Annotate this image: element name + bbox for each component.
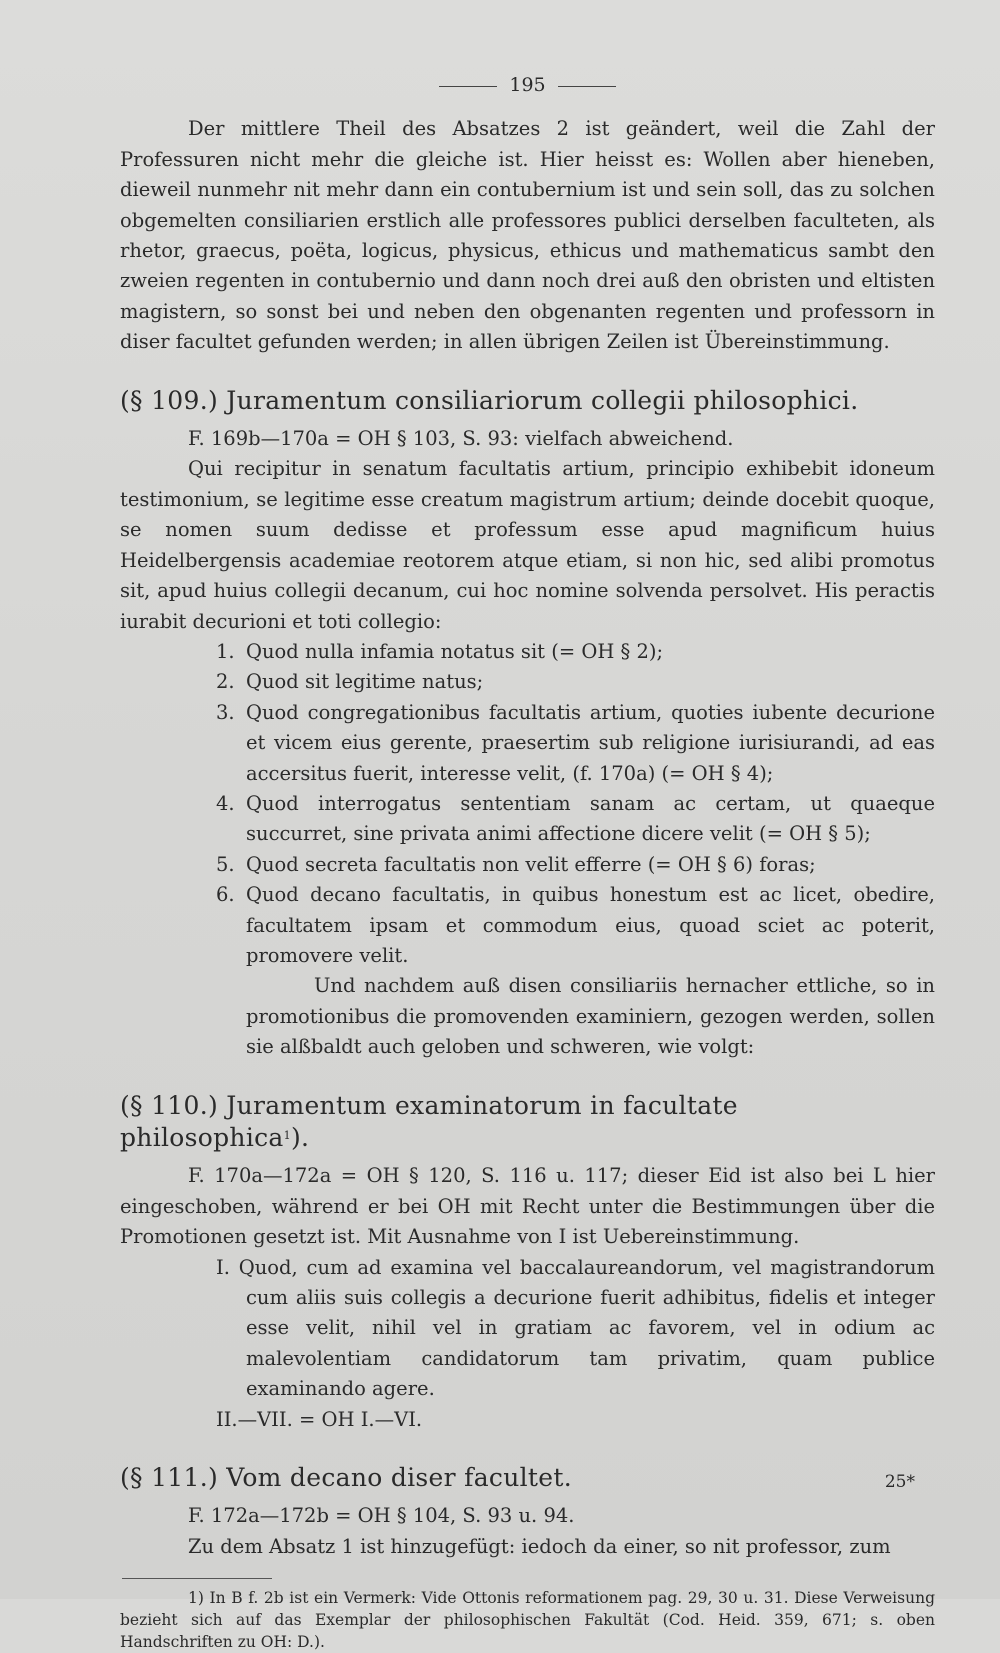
section-109-ref: F. 169b—170a = OH § 103, S. 93: vielfach abweichend. [188, 427, 734, 451]
oath-item-number: 3. [216, 700, 235, 724]
dash-right [558, 86, 616, 87]
oath-item-number: 1. [216, 639, 235, 663]
section-110-heading-end: ). [290, 1123, 310, 1152]
oath-item [216, 667, 935, 697]
roman-item: I. Quod, cum ad examina vel baccalaureandorum, vel magistrandorum cum aliis suis collegis a decurione fuerit adhibitus, fidelis et integer esse velit, nihil vel in gratiam ac favorem, vel in odium ac malevolentiam candidatorum tam privatim, quam publice examinando agere. [216, 1255, 935, 1401]
oath-item-text: Quod sit legitime natus; [246, 670, 484, 694]
roman-list [120, 1253, 935, 1435]
page-number-line [120, 70, 935, 100]
oath-item [216, 637, 935, 667]
page-number: 195 [509, 74, 546, 96]
oath-item-text: Quod nulla infamia notatus sit (= OH § 2); [246, 639, 664, 663]
oath-item-text: Quod decano facultatis, in quibus honestum est ac licet, obedire, facultatem ipsam et commodum eius, quoad sciet ac poterit, promovere velit. [246, 883, 935, 967]
section-110-heading-text: (§ 110.) Juramentum examinatorum in facultate philosophica [120, 1090, 738, 1152]
oath-item-text: Quod interrogatus sententiam sanam ac certam, ut quaeque succurret, sine privata animi affectione dicere velit (= OH § 5); [246, 791, 935, 846]
oath-list [120, 637, 935, 971]
section-109-closing: Und nachdem auß disen consiliariis hernacher ettliche, so in promotionibus die promovenden examiniern, gezogen werden, sollen sie alßbaldt auch geloben und schweren, wie volgt: [246, 974, 935, 1059]
section-109-heading: (§ 109.) Juramentum consiliariorum collegii philosophici. [120, 385, 859, 415]
oath-item-number: 4. [216, 791, 235, 815]
oath-item [216, 880, 935, 971]
oath-item-text: Quod congregationibus facultatis artium, quoties iubente decurione et vicem eius gerente, praesertim sub religione iurisiurandi, ad eas accersitus fuerit, interesse velit, (f. 170a) (= OH § 4); [246, 700, 935, 785]
footnote: 1) In B f. 2b ist ein Vermerk: Vide Ottonis reformationem pag. 29, 30 u. 31. Diese Verweisung bezieht sich auf das Exemplar der philosophischen Fakultät (Cod. Heid. 359, 671; s. oben Handschriften zu OH: D.). [120, 1589, 935, 1652]
section-109-body: Qui recipitur in senatum facultatis artium, principio exhibebit idoneum testimonium, se legitime esse creatum magistrum artium; deinde docebit quoque, se nomen suum dedisse et professum esse apud magnificum huius Heidelbergensis academiae reotorem atque etiam, si non hic, sed alibi promotus sit, apud huius collegii decanum, cui hoc nomine solvenda persolvet. His peractis iurabit decurioni et toti collegio: [120, 457, 935, 633]
section-111-heading: (§ 111.) Vom decano diser facultet. [120, 1463, 572, 1493]
oath-item [216, 698, 935, 789]
signature-mark: 25* [884, 1472, 915, 1492]
page-text [120, 70, 935, 1653]
section-110-ref: F. 170a—172a = OH § 120, S. 116 u. 117; dieser Eid ist also bei L hier eingeschoben, während er bei OH mit Recht unter die Bestimmungen über die Promotionen gesetzt ist. Mit Ausnahme von I ist Uebereinstimmung. [120, 1164, 935, 1249]
oath-item-text: Quod secreta facultatis non velit efferre (= OH § 6) foras; [246, 852, 816, 876]
oath-item [216, 789, 935, 850]
dash-left [439, 86, 497, 87]
roman-item: II.—VII. = OH I.—VI. [216, 1407, 423, 1431]
footnote-rule [122, 1578, 272, 1579]
oath-item-number: 5. [216, 852, 235, 876]
section-110-heading [120, 1091, 935, 1154]
section-111-ref: F. 172a—172b = OH § 104, S. 93 u. 94. [188, 1504, 575, 1528]
intro-paragraph: Der mittlere Theil des Absatzes 2 ist geändert, weil die Zahl der Professuren nicht mehr die gleiche ist. Hier heisst es: Wollen aber hieneben, dieweil nunmehr nit mehr dann ein contubernium ist und sein soll, das zu solchen obgemelten consiliarien erstlich alle professores publici derselben faculteten, als rhetor, graecus, poëta, logicus, physicus, ethicus und mathematicus sambt den zweien regenten in contubernio und dann noch drei auß den obristen und eltisten magistern, so sonst bei und neben den obgenanten regenten und professorn in diser facultet gefunden werden; in allen übrigen Zeilen ist Übereinstimmung. [120, 117, 935, 354]
oath-item-number: 2. [216, 670, 235, 694]
oath-item-number: 6. [216, 883, 235, 907]
oath-item [216, 850, 935, 880]
footnote-marker: 1 [283, 1129, 291, 1142]
section-111-body: Zu dem Absatz 1 ist hinzugefügt: iedoch da einer, so nit professor, zum [188, 1534, 891, 1558]
